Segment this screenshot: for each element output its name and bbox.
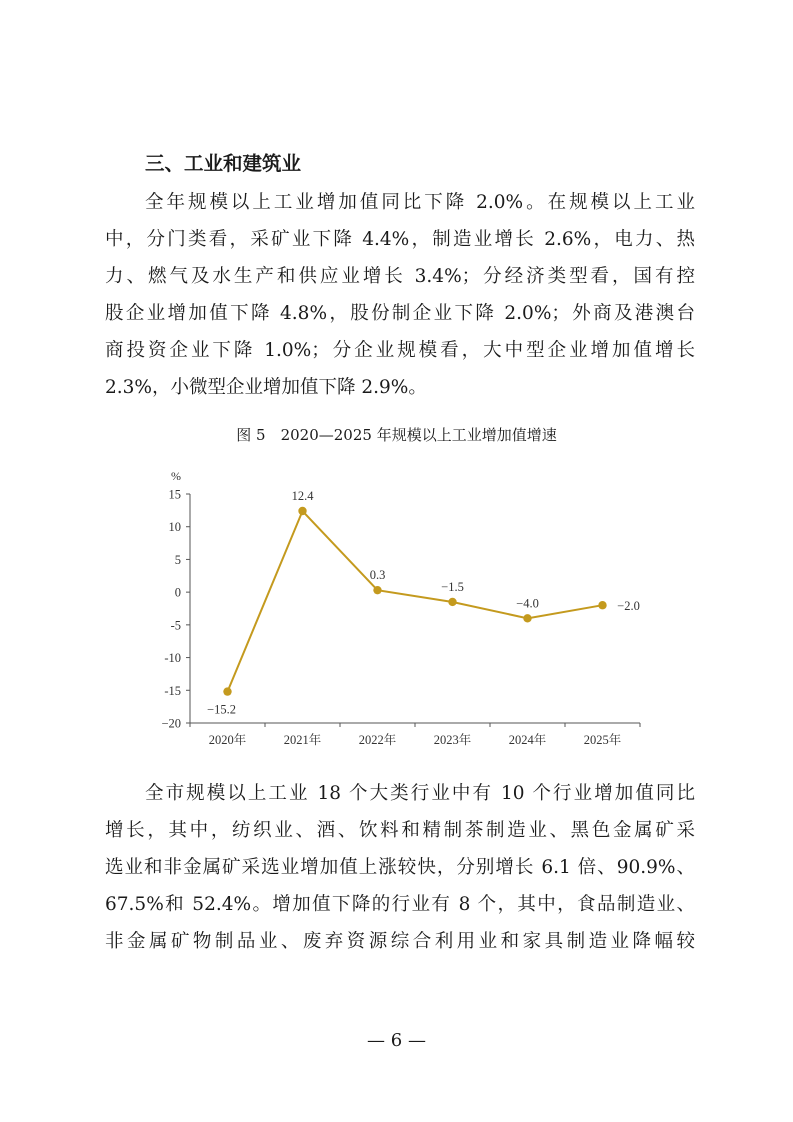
paragraph-industry-breakdown (105, 775, 695, 960)
x-tick-label: 2020年 (208, 733, 247, 747)
figure-caption: 图 5 2020—2025 年规模以上工业增加值增速 (236, 426, 557, 444)
x-tick-label: 2024年 (508, 733, 547, 747)
y-tick-label: 0 (174, 585, 181, 600)
y-tick-label: 15 (168, 487, 181, 502)
x-tick-label: 2022年 (358, 733, 397, 747)
data-point (373, 586, 381, 594)
data-label: −4.0 (516, 596, 539, 611)
x-tick-label: 2023年 (433, 733, 472, 747)
data-point (223, 687, 231, 695)
paragraph-line: 全市规模以上工业 18 个大类行业中有 10 个行业增加值同比 (145, 783, 695, 804)
y-tick-label: 10 (168, 520, 181, 535)
y-tick-label: -15 (164, 683, 181, 698)
y-tick-label: -5 (170, 618, 181, 633)
data-label: −1.5 (441, 579, 464, 594)
paragraph-line: 全年规模以上工业增加值同比下降 2.0%。在规模以上工业 (145, 192, 695, 213)
y-axis-unit-label: % (171, 469, 181, 483)
paragraph-line: 增长，其中，纺织业、酒、饮料和精制茶制造业、黑色金属矿采 (105, 820, 695, 841)
paragraph-industrial-output (105, 184, 695, 406)
paragraph-line: 中，分门类看，采矿业下降 4.4%，制造业增长 2.6%，电力、热 (105, 229, 695, 250)
page-number: — 6 — (367, 1030, 426, 1051)
data-label: 0.3 (369, 568, 386, 583)
paragraph-line: 选业和非金属矿采选业增加值上涨较快，分别增长 6.1 倍、90.9%、 (105, 857, 695, 878)
x-tick-label: 2021年 (283, 733, 322, 747)
data-label: 12.4 (291, 489, 314, 504)
y-tick-label: −20 (161, 716, 181, 731)
data-point (523, 614, 531, 622)
series-line (228, 511, 603, 692)
data-point (598, 601, 606, 609)
data-label: −15.2 (207, 702, 236, 717)
paragraph-line: 67.5%和 52.4%。增加值下降的行业有 8 个，其中，食品制造业、 (105, 894, 695, 915)
section-heading: 三、工业和建筑业 (145, 152, 302, 175)
paragraph-line: 商投资企业下降 1.0%；分企业规模看，大中型企业增加值增长 (105, 340, 695, 361)
data-point (448, 598, 456, 606)
data-point (298, 507, 306, 515)
paragraph-line: 股企业增加值下降 4.8%，股份制企业下降 2.0%；外商及港澳台 (105, 303, 695, 324)
paragraph-line: 力、燃气及水生产和供应业增长 3.4%；分经济类型看，国有控 (105, 266, 695, 287)
paragraph-line: 非金属矿物制品业、废弃资源综合利用业和家具制造业降幅较 (105, 931, 695, 952)
y-tick-label: 5 (174, 552, 181, 567)
data-label: −2.0 (617, 599, 640, 614)
y-tick-label: -10 (164, 651, 181, 666)
paragraph-line: 2.3%，小微型企业增加值下降 2.9%。 (105, 377, 427, 398)
line-chart (130, 462, 650, 752)
x-tick-label: 2025年 (583, 733, 622, 747)
